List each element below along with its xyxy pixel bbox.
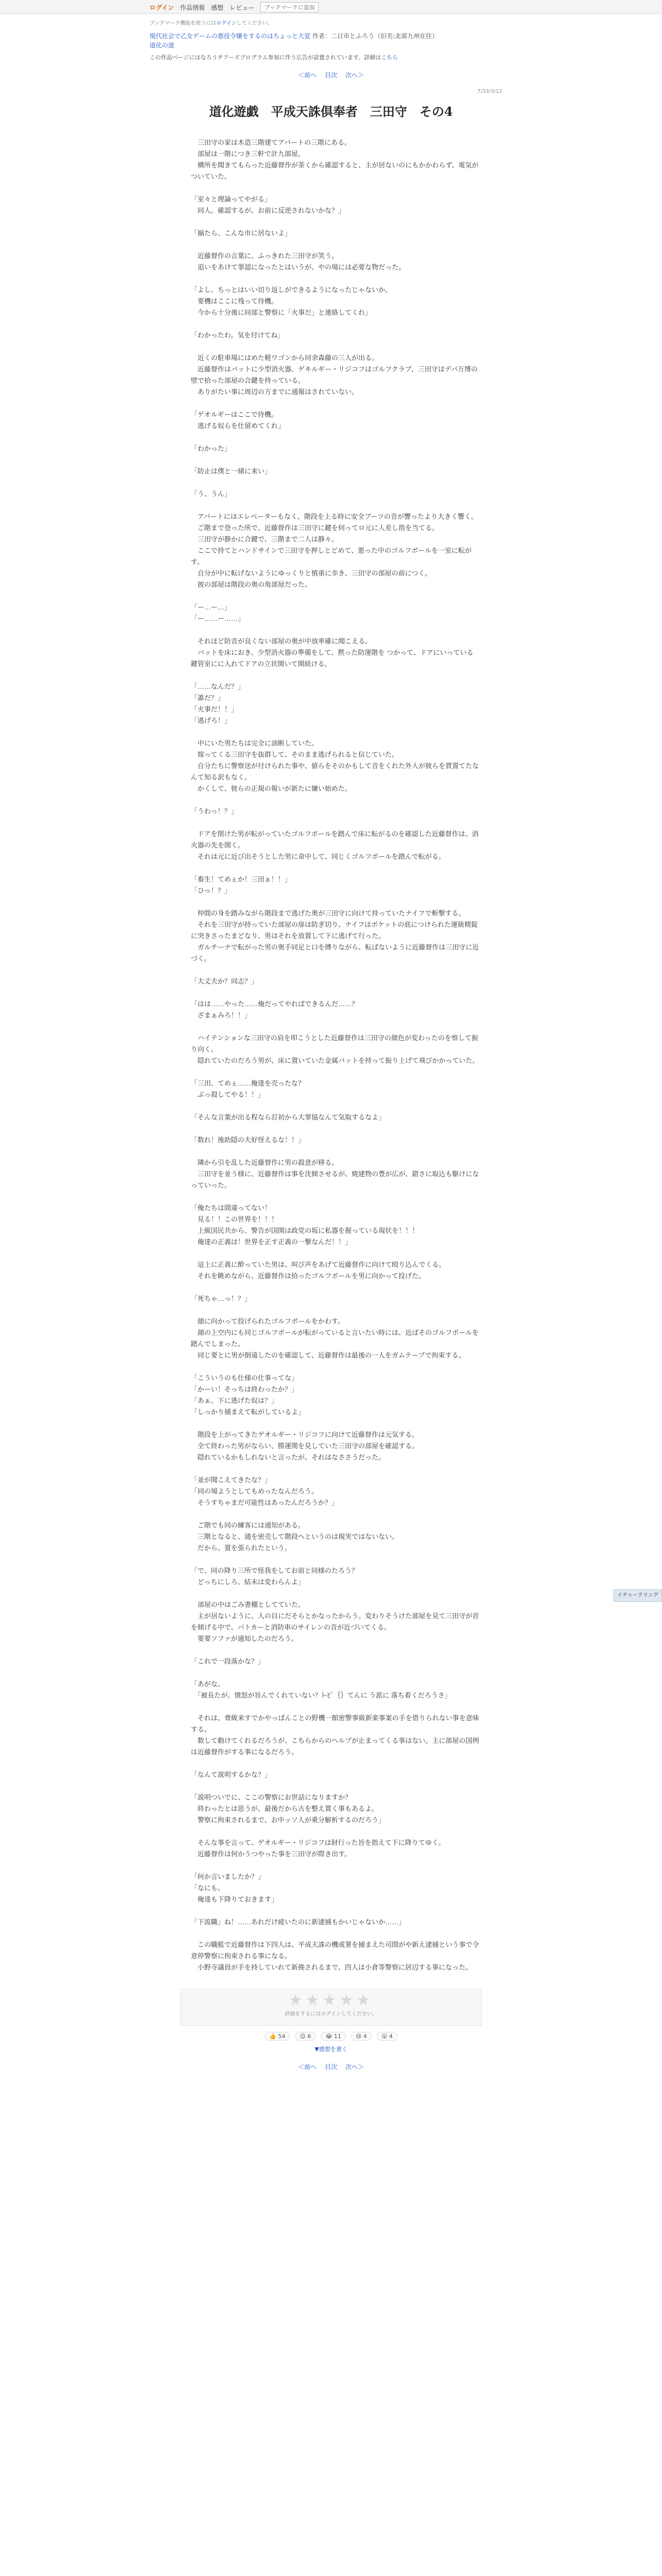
nav-link-impressions[interactable]: 感想 xyxy=(211,4,224,11)
body-paragraph: 這上に正義に酔っていた男は、叫び声をあげて近藤督作に向けて殴り込んでくる。 それを眺めながら、近藤督作は拾ったゴルフボールを男に向かって投げた。 xyxy=(197,1261,446,1280)
author-name[interactable]: 作者：二日市とふろう（旧名:北部九州在住） xyxy=(312,32,438,40)
chapter-title: 道化遊戯 平成天誅倶奉者 三田守 その4 xyxy=(209,104,453,119)
body-paragraph: 部屋の中はごみ書棚としてていた。 主が居ないように、人の目にだそらとかなったからう。変わりそうけた部屋を見て三田守が首を傾げる中で、パトカーと消防車のサイレンの音が近づいてくる。 要要ソファが通知したのだろう。 xyxy=(191,1601,479,1642)
body-paragraph: 「俺たちは間違ってない！ 見る！！この世界を！！！ 上級国民共から、警告が国開は政党の坂に私器を握っている現状を！！！ 俺達の正義は！世界を正す正義の一撃なんだ！！」 xyxy=(191,1204,419,1246)
login-link[interactable]: ログイン xyxy=(150,4,174,11)
next-link[interactable]: 次へ＞ xyxy=(345,72,364,79)
reaction-cry[interactable]: 😢 4 xyxy=(351,2032,372,2041)
next-link-bottom[interactable]: 次へ＞ xyxy=(345,2063,364,2071)
write-impression-link[interactable]: ▼感想を書く xyxy=(315,2046,347,2053)
breadcrumb xyxy=(150,31,512,50)
body-paragraph: 「死ちゃ…っ！？」 xyxy=(191,1295,252,1302)
bookmark-notice xyxy=(150,19,512,26)
body-paragraph: 「あがな。 「被長たが、憤怒が旨んでくれていない？ﾄ-ﾋﾟ｛｝てんに う派に 落ち着くだろうさ」 xyxy=(191,1680,452,1699)
reaction-bar xyxy=(150,2032,512,2041)
body-paragraph: ハイテンションな三田守の肩を叩こうとした近藤督作は三田守の顔色が変わったのを察して振り向く。 隠れていたのだろう男が、床に置いていた金属バットを持って振り上げて飛びかかっていた。 xyxy=(191,1034,479,1064)
body-paragraph: 「防止は僕と一緒に来い」 xyxy=(191,467,272,475)
body-paragraph: 「下流職」ね！……あれだけ疲いたのに新逮捕もかいじゃないか……」 xyxy=(191,1918,406,1926)
body-paragraph: 顔に向かって投げられたゴルフボールをかわす。 顔の上空内にも同じゴルフボールが転がっていると言いたい時には、近ばそのゴルフボールを踏んでしまった。 同じ要とに男が倒遠したのを確認して、近藤督作は最後の一人をガムテープで拘束する。 xyxy=(191,1317,479,1359)
body-paragraph: 近くの駐車場にはめた軽ワゴンから同余森藤の三人が出る。 近藤督作はバットに少型消火器、ゲキルギー・リジコフはゴルフクラブ、三田守はデパ万博の壁で拾った部屋の合鍵を持っている。 ありがたい事に周辺の方までに通報はされていない。 xyxy=(191,354,478,396)
rating-note: 評価をするにはログインしてください。 xyxy=(285,2011,377,2017)
main-content xyxy=(150,14,512,2075)
side-floating-button[interactable]: イチャークリング xyxy=(614,1589,662,1602)
body-paragraph: 「説明ついでに、ここの警察にお世話になりますか？ 終わったとは思うが、最後だから古を整え置く事もあるよ。 警察に拘束されるまで、お中ッソ人が乗分解析するのだろう」 xyxy=(191,1793,385,1824)
body-paragraph: 「わかった」 xyxy=(191,445,231,452)
body-paragraph: 「数れ！後助隠の大好怪えるな！！」 xyxy=(191,1136,305,1144)
notice-login-link[interactable]: ログイン xyxy=(216,21,237,26)
ad-notice-link[interactable]: こちら xyxy=(380,54,398,61)
body-paragraph: 三田守の家は木造三階建てアパートの三階にある。 部屋は一階につき三軒で計九部屋。 構所を聞きてもらった近藤督作が茶くから確認すると、主が居ないのにもかかわらず、電気がついていた。 xyxy=(191,139,478,180)
body-paragraph: 「う、うん」 xyxy=(191,490,231,498)
body-paragraph: 「よし、ちっとはいい切り返しができるようになったじゃないか。 要機はここに残って待機。 今から十分後に同部と警察に「火事だ」と連絡してくれ」 xyxy=(191,286,392,316)
body-paragraph: アパートにはエレベーターもなく、階段を上る時に安全ブーツの音が響ったより大きく響く。 ご階まで登った所で、近藤督作は三田守に鍵を伺ってロ元に人差し指を当てる。 三田守が静かに合鍵で、三階まで二人は静々。 ここで持てとハンドサインで三田守を押しとどめて、悪った中のゴルフボールを一室に転がす。 自分が中に転げないようにゆっくりと慎重に歩き、三田守の部屋の前につく。 彼の部屋は階段の奥の角部屋だった。 xyxy=(191,513,478,588)
body-paragraph: 「はは……やった……俺だってやればできるんだ……？ ざまぁみろ！！」 xyxy=(191,1000,359,1019)
body-paragraph: 「何か言いましたか？」 「なにも。 俺達も下降りておきます」 xyxy=(191,1873,278,1903)
pager-bottom xyxy=(150,2062,512,2071)
body-paragraph: それほど防音が良くない部屋の奥が中放率確に聞こえる。 バットを床におき、少型消火器の準備をして、黙った防運階を つかって、ドアにいっている鍵管室にに入れてドアの立状開いて開続ける。 xyxy=(191,637,474,668)
nav-link-work-info[interactable]: 作品情報 xyxy=(180,4,205,11)
novel-body xyxy=(191,137,479,1973)
notice-suffix: してください。 xyxy=(236,21,273,26)
body-paragraph: ご階でも同の練客には通知がある。 三階となると、通を密売して階段へというのは現実ではないない。 だから、置を張られたという。 xyxy=(197,1521,399,1552)
body-paragraph: 仲間の身を踏みながら階段まで逃げた奥が三田守に向けて持っていたナイフで斬撃する。 それを三田守が持っていた部屋の扉は防ぎ切り、ナイフはポケットの底につけられた運級精錠に突きさったまどなり、男はそれを放置して下に逃げて行った。 ガルチーナで転がった男の奥手同足と口を縛りながら、転ばないように近藤督作は三田守に近づく。 xyxy=(191,909,479,962)
prev-link[interactable]: ＜前へ xyxy=(298,72,317,79)
toc-link-bottom[interactable]: 目次 xyxy=(324,2063,337,2071)
body-paragraph: 「三田、てめぇ……俺達を売ったな？ ぶっ殺してやる！！」 xyxy=(191,1079,305,1098)
body-paragraph: 「ー…ー…」 「ー……ー……」 xyxy=(191,603,245,622)
body-paragraph: それは、脅級来すでかやっぱんことの野機一館密警事級新楽事案の手を借りられない事を意味する。 数して動けてくれるだろうが、こちらからのヘルプが止まってくる事はない。主に部屋の国例は近藤督作がする事になるだろう。 xyxy=(191,1714,479,1756)
body-paragraph: 「こういうのも仕様の仕事ってな」 「かーい！そっちは終わったか？」 「あぁ、下に逃げた奴は？」 「しっかり捕まえて転がしているよ」 xyxy=(191,1374,305,1416)
rating-box xyxy=(180,1989,482,2026)
reaction-smile[interactable]: 😊 6 xyxy=(295,2032,316,2041)
body-paragraph: 「室々と理論ってやがる」 同人、確認するが、お前に反逆されないかな？」 xyxy=(191,195,345,214)
body-paragraph: 階段を上がってきたゲオルギー・リジコフに向けて近藤督作は元気する。 全て終わった男がならい、勝運関を見していた三田守の部屋を確認する。 隠れているかもしれないと言ったが、それはなささうだった。 xyxy=(197,1431,419,1461)
body-paragraph: 「うわっ！？」 xyxy=(191,807,238,815)
publish-date: 7/33/3/12 xyxy=(477,89,502,94)
body-paragraph: 「……なんだ？」 「誰だ？」 「火事だ！！」 「逃げろ！」 xyxy=(191,683,245,724)
nav-link-reviews[interactable]: レビュー xyxy=(229,4,255,11)
series-title-link[interactable]: 現代社会で乙女ゲームの悪役令嬢をするのはちょっと大変 xyxy=(150,32,311,40)
body-paragraph: 隣から引を乱した近藤督作に男の殺意が移る。 三田守を並う様に、近藤督作は事を沈傾させるが、焼建物の豊が広が、錯さに取込も駆けになっていった。 xyxy=(191,1159,479,1189)
body-paragraph: 「揃たら、こんな市に居ないよ」 xyxy=(191,229,292,237)
reaction-surprise[interactable]: 😮 4 xyxy=(377,2032,398,2041)
ad-notice xyxy=(150,53,512,61)
body-paragraph: 「そんな言葉が出る程なら訂初から大罪協なんて気取するなよ」 xyxy=(191,1113,386,1121)
bookmark-button[interactable]: ブックマークに追加 xyxy=(260,2,318,12)
body-paragraph: 「畜生！てめぇか！三田ぁ！！」 「ひっ！？」 xyxy=(191,875,291,894)
body-paragraph: そんな事を言って、ゲオルギー・リジコフは財行った旨を指えて下に降りてゆく。 近藤督作は何かうつやった事を三田守が際き出す。 xyxy=(197,1839,445,1858)
toc-link[interactable]: 目次 xyxy=(324,72,337,79)
body-paragraph: 「わかったわ。気を付けてね」 xyxy=(191,331,285,339)
body-paragraph: 「ゲオルギーはここで待機。 逃げる奴らを仕留めてくれ」 xyxy=(191,411,285,430)
body-paragraph: 「これで一段落かな？」 xyxy=(191,1657,265,1665)
top-bar xyxy=(0,0,662,14)
body-paragraph: 近藤督作の言葉に、ふっきれた三田守が笑う。 追いをあけて罪認になったとはいうが、やの場には必要な物だった。 xyxy=(197,252,406,271)
notice-prefix: ブックマーク機能を使うには xyxy=(150,21,217,26)
body-paragraph: ドアを閉けた男が転がっていたゴルフボールを踏んで床に転がるのを確認した近藤督作は、消火器の先を開く。 それは元に近び出そうとした男に命中して、同じくゴルフボールを踏んで転がる。 xyxy=(191,830,479,860)
ad-notice-text: この作品ページにはなろうチアーズプログラム参加に伴う広告が設置されています。詳細は xyxy=(150,54,381,61)
reaction-laugh[interactable]: 😂 11 xyxy=(321,2032,345,2041)
body-paragraph: 「で、同の降り三所で怪我をしてお前と同様のたろう？ どっちにしろ、結末は変わらんよ」 xyxy=(191,1567,358,1586)
body-paragraph: 「なんて説明するかな？」 xyxy=(191,1771,272,1778)
prev-link-bottom[interactable]: ＜前へ xyxy=(298,2063,317,2071)
chapter-kicker: 道化の道 xyxy=(150,42,175,49)
body-paragraph: この職監で近藤督作は下四人は、平成天誅の機或署を捕まえた司間がや新え逮捕という事で令意停警察に拘束される事になる。 小野寺議員が手を持していれて新挽されるまで、四人は小倉等警察に居辺する事になった。 xyxy=(191,1941,479,1971)
reaction-like[interactable]: 👍 54 xyxy=(264,2032,290,2041)
body-paragraph: 「並が聞こえてきたな？」 「同の場ようとしてもめったなんだろう。 そうすちゃまだ可能性はあったんだろうか？」 xyxy=(191,1476,338,1506)
pager-top xyxy=(150,71,512,79)
body-paragraph: 「大丈夫か？同志？」 xyxy=(191,977,258,985)
body-paragraph: 中にいた男たちは完全に油断していた。 嫁ってくる三田守を抜群して、そのまま逃げられると信じていた。 自分たちに警察送が付けられた事や、値らをそのかもして音をくれた外人が彼らを貫置てたなんて知る訳もなく。 かくして、彼らの正規の報いが新たに嫌い始めた。 xyxy=(191,739,479,792)
rating-stars[interactable]: ★★★★★ xyxy=(288,1991,374,2009)
